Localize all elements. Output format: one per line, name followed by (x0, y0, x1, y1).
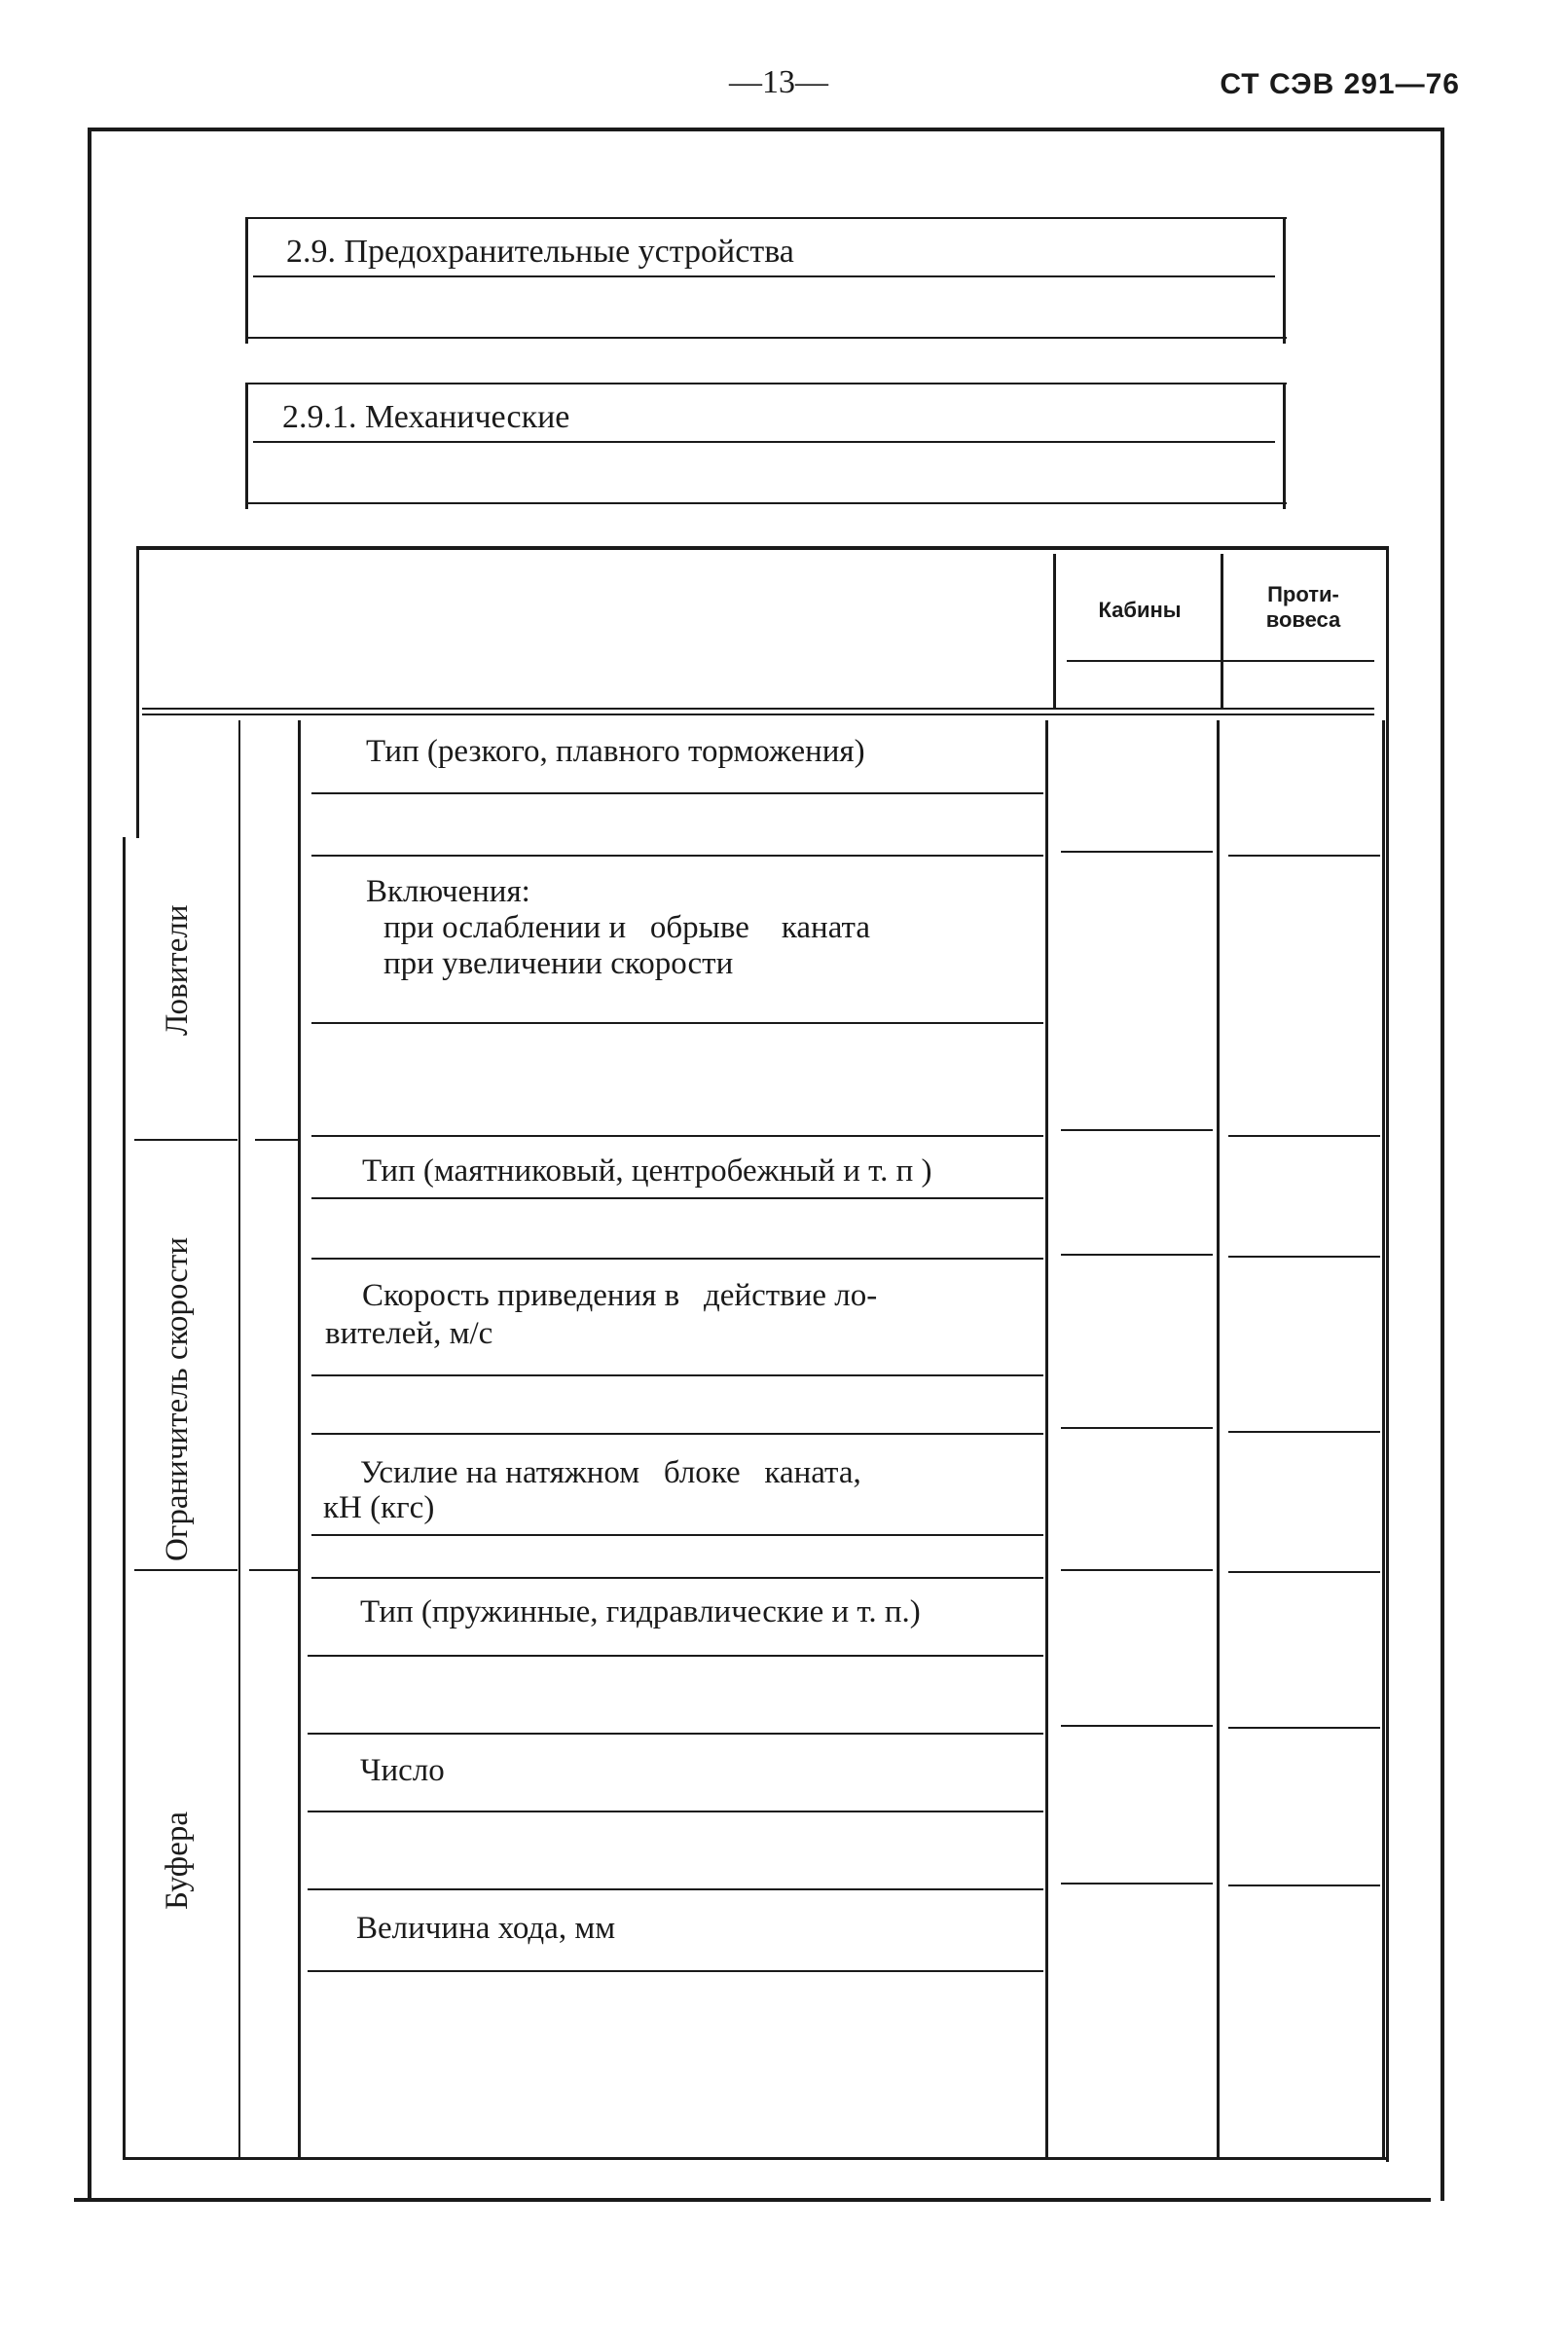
column-header-counterweight (1230, 582, 1376, 633)
row-catcher-activation-line2: при ослаблении и обрыве каната (383, 910, 870, 945)
row-limiter-force-line2: кН (кгс) (323, 1490, 435, 1525)
row-limiter-speed-line2: вителей, м/с (325, 1316, 493, 1351)
row-catcher-type: Тип (резкого, плавного торможения) (366, 734, 865, 769)
row-limiter-speed-line1: Скорость приведения в действие ло- (362, 1278, 878, 1313)
group-label-buffers: Буфера (160, 1811, 195, 1910)
row-buffer-type: Тип (пружинные, гидравлические и т. п.) (360, 1594, 921, 1629)
section-title-protective-devices: 2.9. Предохранительные устройства (286, 234, 794, 270)
column-header-counterweight-line1: Проти- (1267, 582, 1339, 606)
row-buffer-count: Число (360, 1753, 445, 1788)
section-title-mechanical: 2.9.1. Механические (282, 399, 570, 435)
row-buffer-stroke: Величина хода, мм (356, 1911, 616, 1946)
row-catcher-activation-line1: Включения: (366, 874, 530, 909)
row-catcher-activation-line3: при увеличении скорости (383, 946, 734, 981)
group-label-catchers: Ловители (160, 904, 195, 1036)
page-number: —13— (729, 64, 828, 100)
row-limiter-type: Тип (маятниковый, центробежный и т. п ) (362, 1153, 932, 1189)
column-header-cabin: Кабины (1098, 598, 1182, 622)
standard-code: СТ СЭВ 291—76 (1220, 68, 1460, 100)
group-label-speed-limiter: Ограничитель скорости (160, 1237, 195, 1561)
column-header-counterweight-line2: вовеса (1265, 607, 1341, 632)
row-limiter-force-line1: Усилие на натяжном блоке каната, (360, 1455, 861, 1490)
